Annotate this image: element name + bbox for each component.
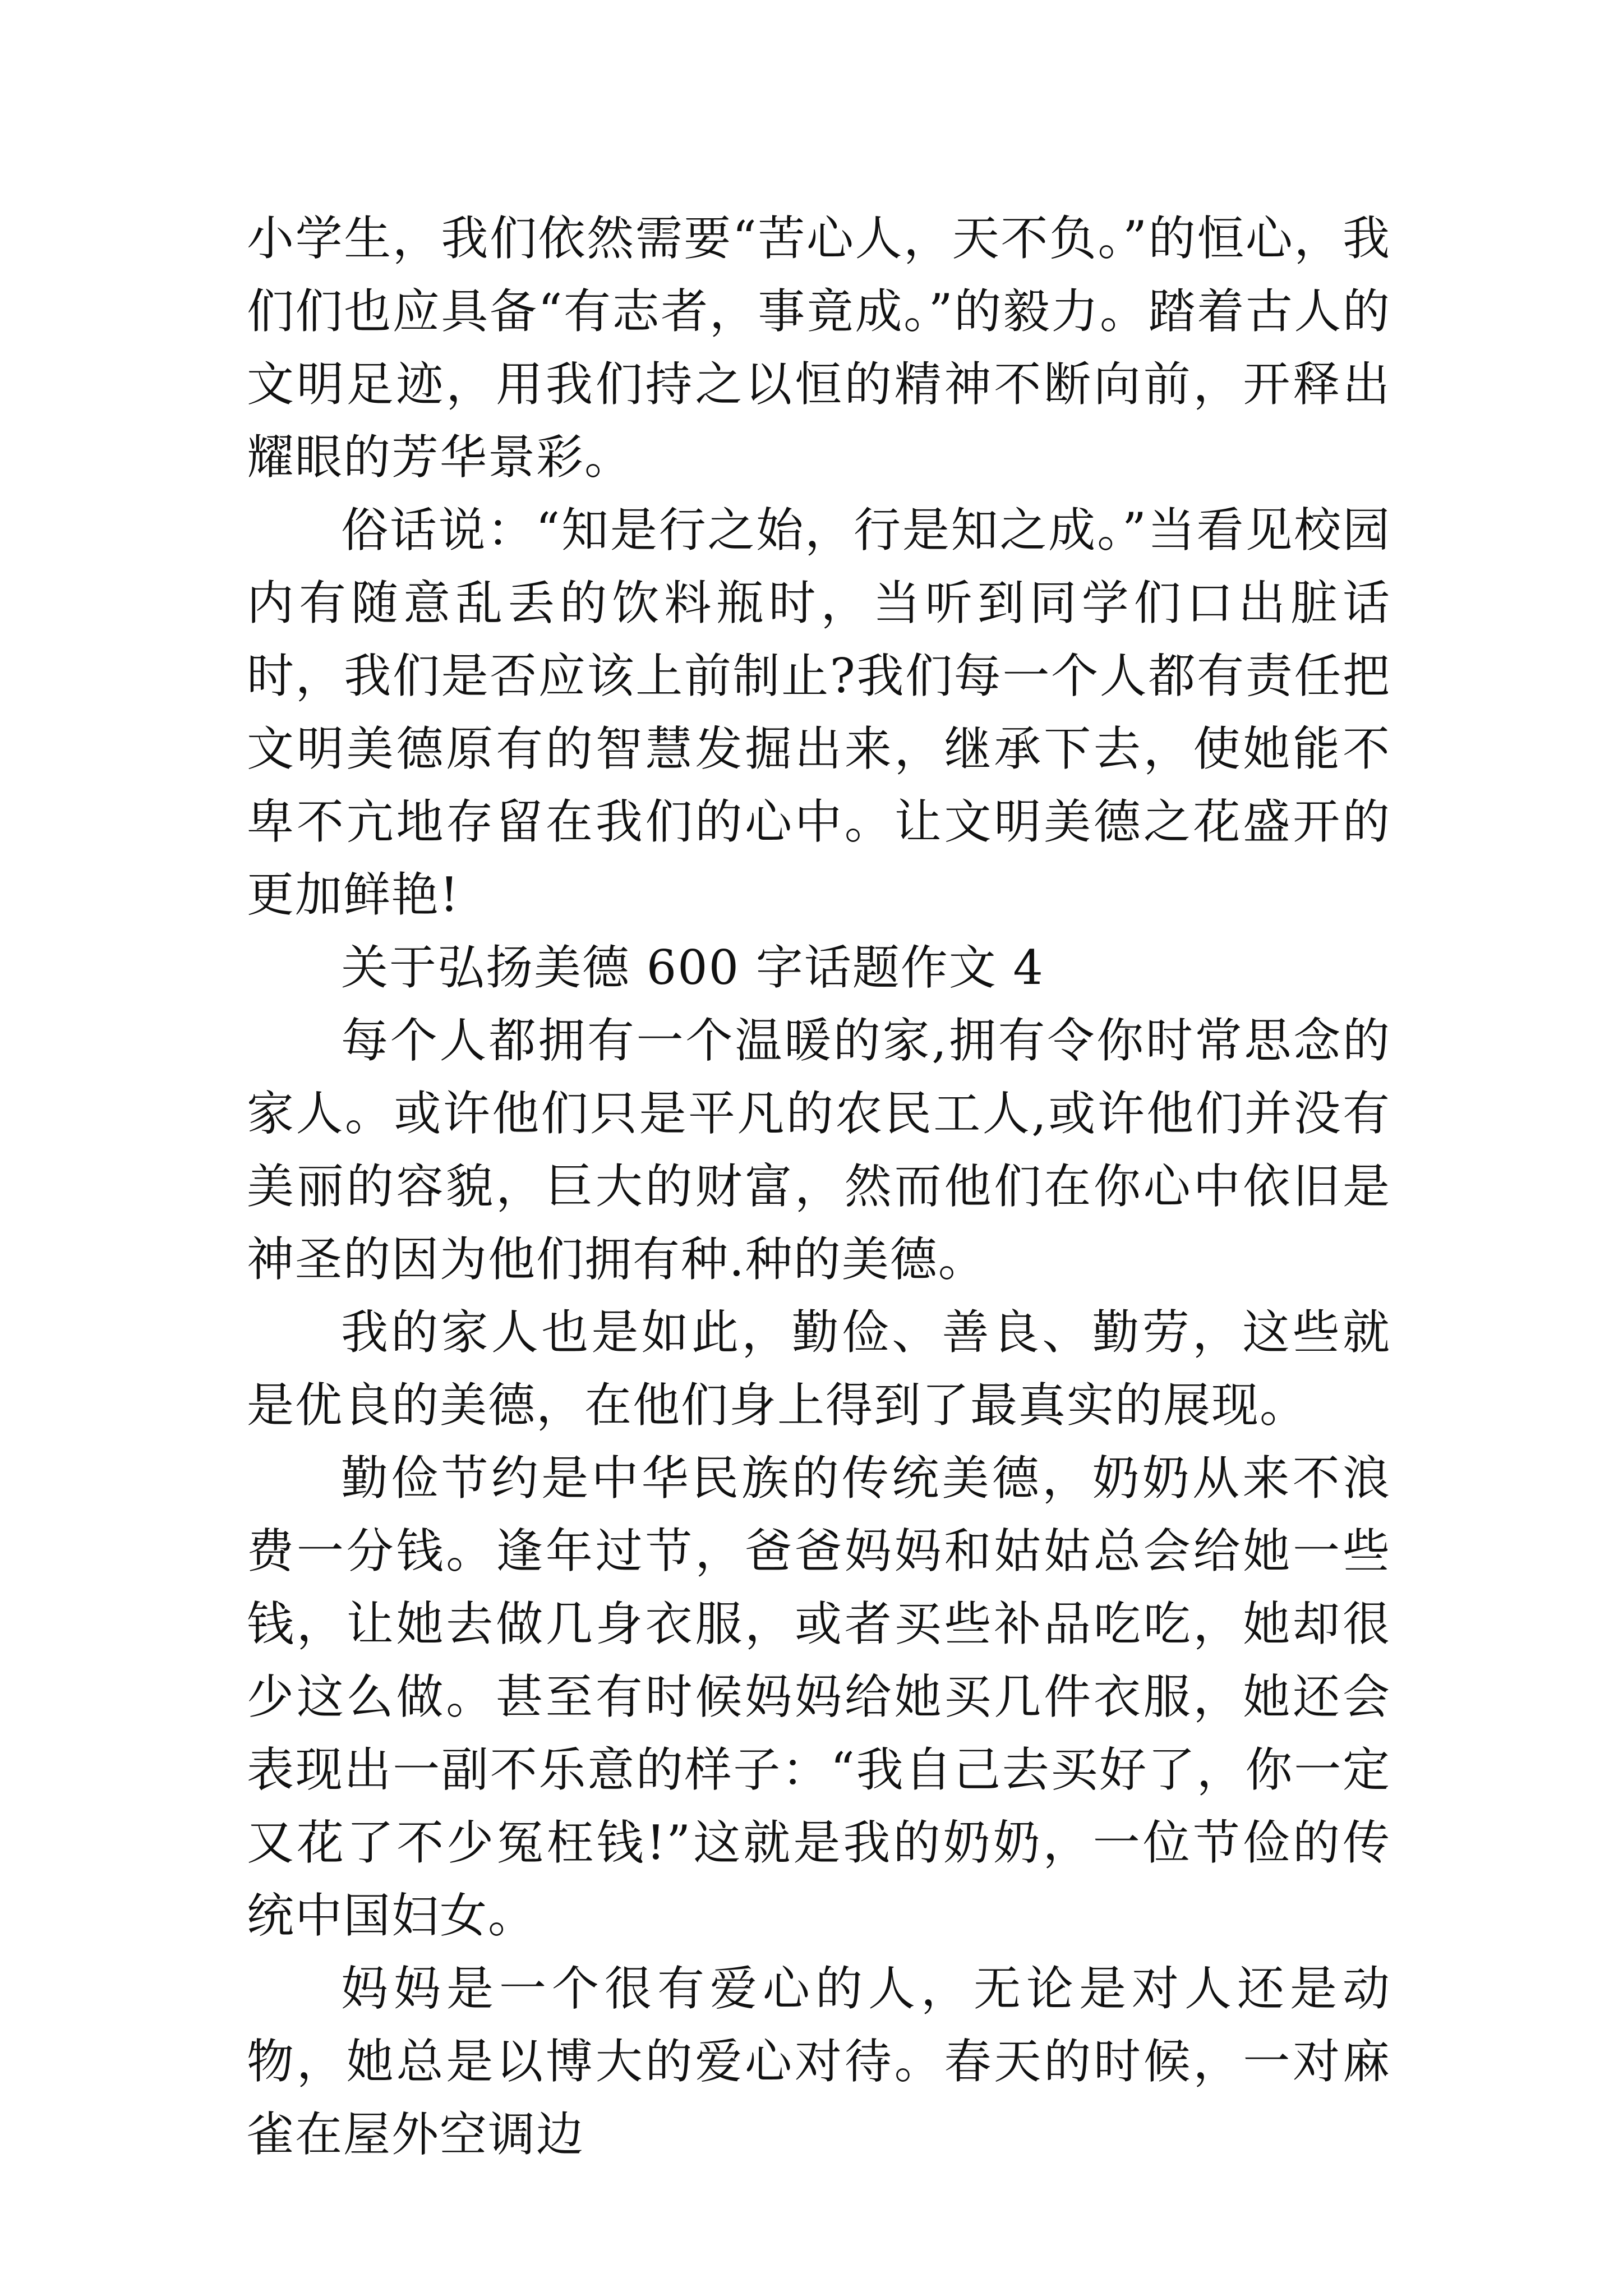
paragraph-4: 我的家人也是如此，勤俭、善良、勤劳，这些就是优良的美德，在他们身上得到了最真实的展现。 [247, 1305, 1391, 1433]
paragraph-6: 妈妈是一个很有爱心的人，无论是对人还是动物，她总是以博大的爱心对待。春天的时候，一对麻雀在屋外空调边 [247, 1961, 1391, 2162]
paragraph-3: 每个人都拥有一个温暖的家,拥有令你时常思念的家人。或许他们只是平凡的农民工人,或许他们并没有美丽的容貌，巨大的财富，然而他们在你心中依旧是神圣的因为他们拥有种.种的美德。 [247, 1013, 1391, 1287]
document-body [247, 202, 1391, 2171]
paragraph-5: 勤俭节约是中华民族的传统美德，奶奶从来不浪费一分钱。逢年过节，爸爸妈妈和姑姑总会给她一些钱，让她去做几身衣服，或者买些补品吃吃，她却很少这么做。甚至有时候妈妈给她买几件衣服，她还会表现出一副不乐意的样子：“我自己去买好了，你一定又花了不少冤枉钱!”这就是我的奶奶，一位节俭的传统中国妇女。 [247, 1451, 1391, 1943]
paragraph-2: 俗话说：“知是行之始，行是知之成。”当看见校园内有随意乱丢的饮料瓶时，当听到同学们口出脏话时，我们是否应该上前制止?我们每一个人都有责任把文明美德原有的智慧发掘出来，继承下去，使她能不卑不亢地存留在我们的心中。让文明美德之花盛开的更加鲜艳! [247, 503, 1391, 922]
section-heading: 关于弘扬美德 600 字话题作文 4 [341, 940, 1044, 995]
paragraph-1: 小学生，我们依然需要“苦心人，天不负。”的恒心，我们们也应具备“有志者，事竟成。”的毅力。踏着古人的文明足迹，用我们持之以恒的精神不断向前，开释出耀眼的芳华景彩。 [247, 211, 1391, 485]
